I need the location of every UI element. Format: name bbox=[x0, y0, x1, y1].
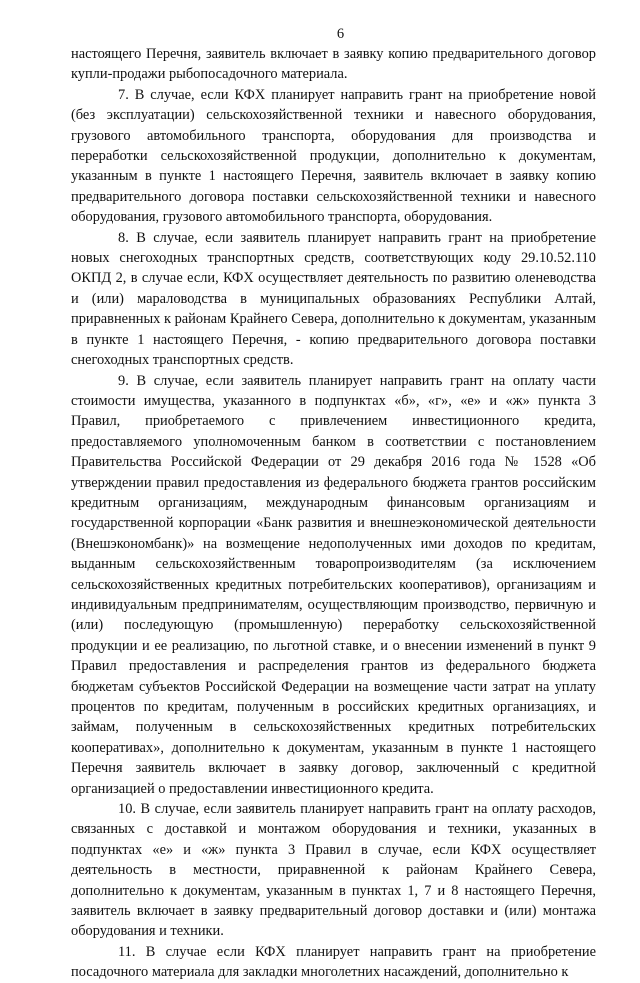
paragraph-item-7: 7. В случае, если КФХ планирует направить грант на приобретение новой (без эксплуатации) сельскохозяйственной техники и навесного оборудования, грузового автомобильного транспорта, оборудования для производства и переработки сельскохозяйственной продукции, дополнительно к документам, указанным в пункте 1 настоящего Перечня, заявитель включает в заявку копию предварительного договора поставки сельскохозяйственной техники и навесного оборудования, грузового автомобильного транспорта, оборудования. bbox=[71, 86, 596, 226]
paragraph-item-8: 8. В случае, если заявитель планирует направить грант на приобретение новых снегоходных транспортных средств, соответствующих коду 29.10.52.110 ОКПД 2, в случае если, КФХ осуществляет деятельность по развитию оленеводства и (или) мараловодства в муниципальных образованиях Республики Алтай, приравненных к районам Крайнего Севера, дополнительно к документам, указанным в пункте 1 настоящего Перечня, - копию предварительного договора поставки снегоходных транспортных средств. bbox=[71, 229, 596, 369]
paragraph-item-11: 11. В случае если КФХ планирует направить грант на приобретение посадочного материала для закладки многолетних насаждений, дополнительно к bbox=[71, 943, 596, 981]
page-number: 6 bbox=[336, 26, 345, 42]
paragraph-item-10: 10. В случае, если заявитель планирует направить грант на оплату расходов, связанных с доставкой и монтажом оборудования и техники, указанных в подпунктах «е» и «ж» пункта 3 Правил в случае, если КФХ осуществляет деятельность в местности, приравненной к районам Крайнего Севера, дополнительно к документам, указанным в пунктах 1, 7 и 8 настоящего Перечня, заявитель включает в заявку предварительный договор доставки и (или) монтажа оборудования и техники. bbox=[71, 801, 596, 940]
paragraph-item-9: 9. В случае, если заявитель планирует направить грант на оплату части стоимости имущества, указанного в подпунктах «б», «г», «е» и «ж» пункта 3 Правил, приобретаемого с привлечением инвестиционного кредита, предоставляемого уполномоченным банком в соответствии с постановлением Правительства Российской Федерации от 29 декабря 2016 года № 1528 «Об утверждении правил предоставления из федерального бюджета грантов российским кредитным организациям, международным финансовым организациям и государственной корпорации «Банк развития и внешнеэкономической деятельности (Внешэкономбанк)» на возмещение недополученных ими доходов по кредитам, выданным сельскохозяйственным товаропроизводителям (за исключением сельскохозяйственных кредитных потребительских кооперативов), организациям и индивидуальным предпринимателям, осуществляющим производство, первичную и (или) последующую (промышленную) переработку сельскохозяйственной продукции и ее реализацию, по льготной ставке, и о внесении изменений в пункт 9 Правил предоставления и распределения грантов из федерального бюджета бюджетам субъектов Российской Федерации на возмещение части затрат на уплату процентов по кредитам, полученным в российских кредитных организациях, и займам, полученным в сельскохозяйственных кредитных потребительских кооперативах», дополнительно к документам, указанным в пункте 1 настоящего Перечня заявитель включает в заявку договор, заключенный с кредитной организацией о предоставлении инвестиционного кредита. bbox=[71, 372, 596, 797]
paragraph-continuation: настоящего Перечня, заявитель включает в заявку копию предварительного договор купли-продажи рыбопосадочного материала. bbox=[71, 46, 596, 83]
